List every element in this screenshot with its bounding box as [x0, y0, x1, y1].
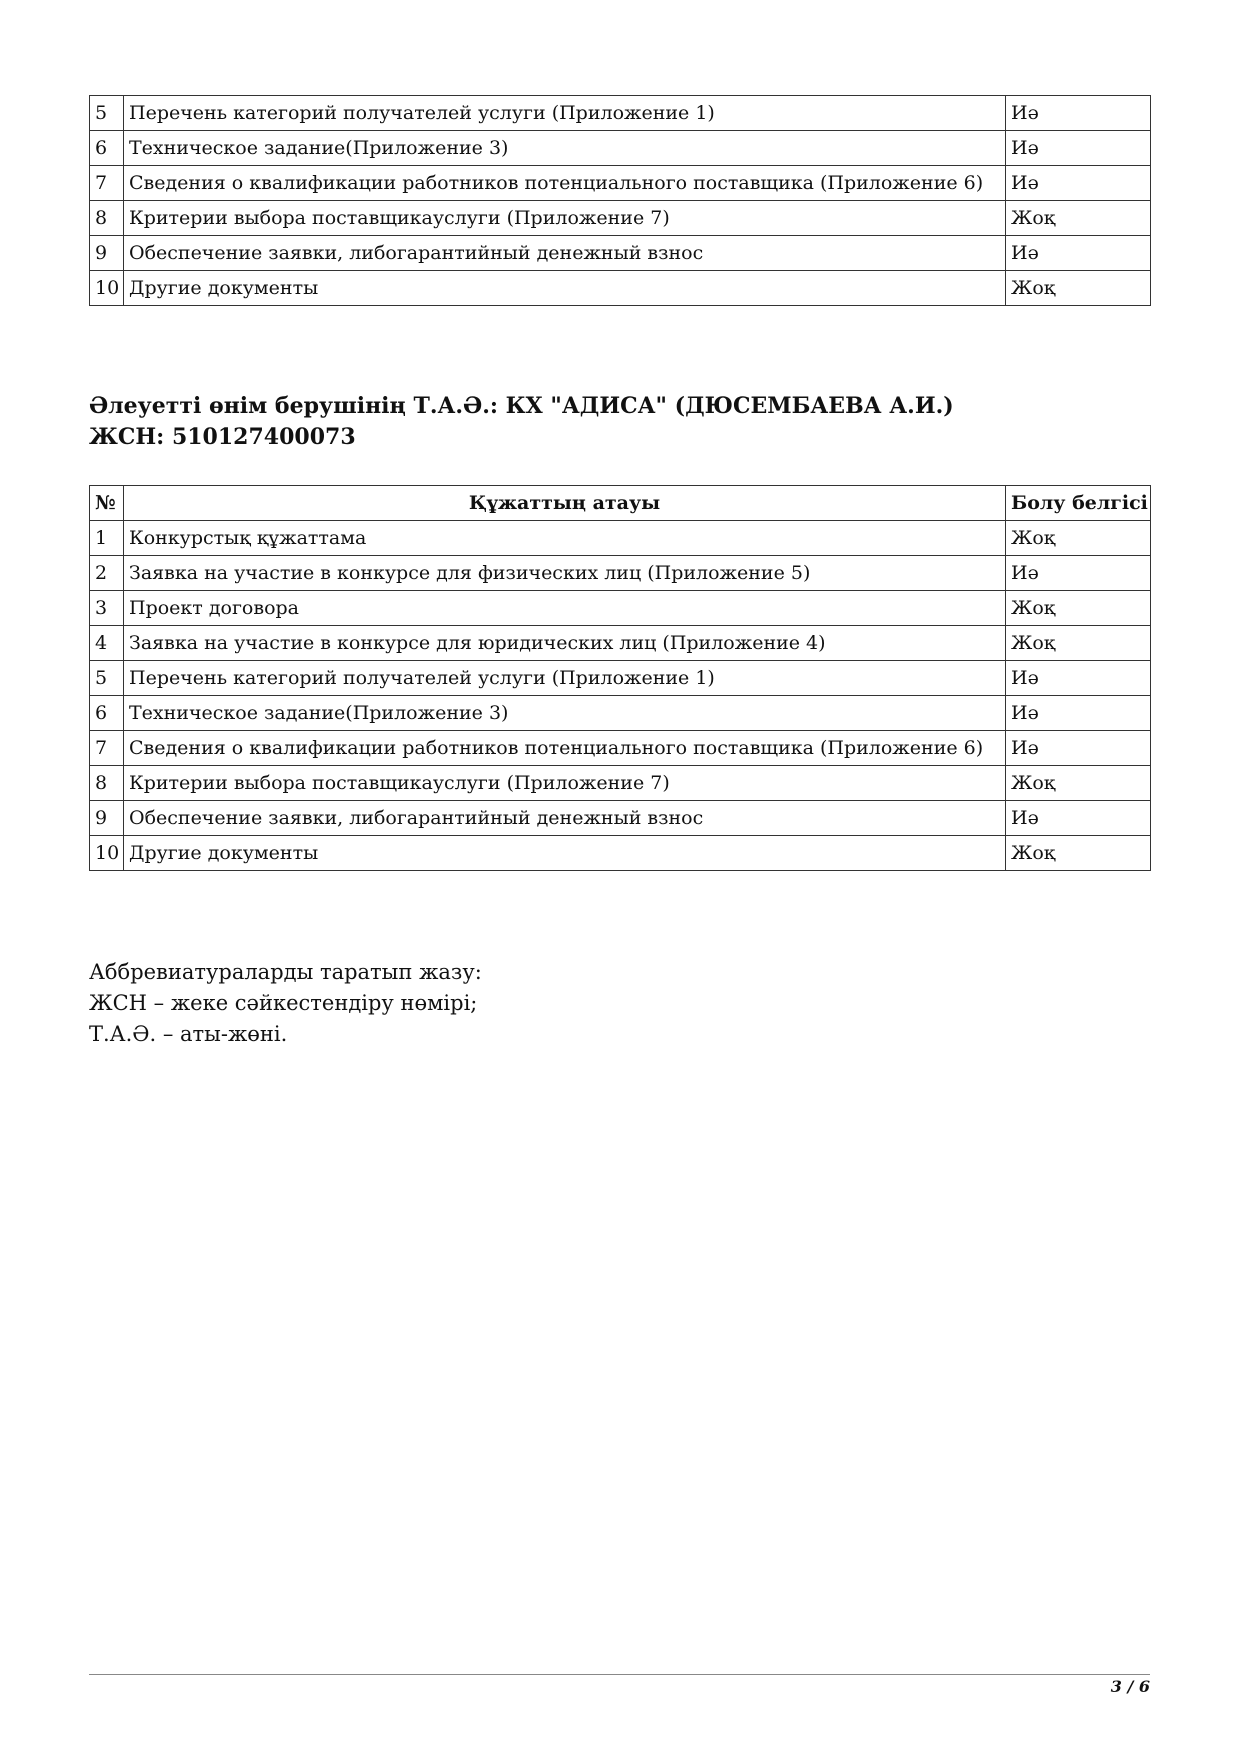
- presence-mark: Иә: [1006, 731, 1151, 766]
- table-row: [90, 271, 1151, 306]
- abbreviation-item: Т.А.Ә. – аты-жөні.: [89, 1022, 288, 1046]
- presence-mark: Жоқ: [1006, 521, 1151, 556]
- page-number: 3 / 6: [1110, 1677, 1150, 1696]
- document-name: Техническое задание(Приложение 3): [124, 131, 1006, 166]
- abbreviations-title: Аббревиатураларды таратып жазу:: [89, 960, 482, 984]
- document-name: Другие документы: [124, 836, 1006, 871]
- document-name: Обеспечение заявки, либогарантийный денежный взнос: [124, 236, 1006, 271]
- document-name: Заявка на участие в конкурсе для физических лиц (Приложение 5): [124, 556, 1006, 591]
- row-number: 2: [90, 556, 124, 591]
- table-row: [90, 166, 1151, 201]
- row-number: 7: [90, 731, 124, 766]
- table-row: [90, 131, 1151, 166]
- row-number: 10: [90, 836, 124, 871]
- document-name: Перечень категорий получателей услуги (Приложение 1): [124, 96, 1006, 131]
- row-number: 5: [90, 96, 124, 131]
- presence-mark: Жоқ: [1006, 591, 1151, 626]
- table-row: [90, 731, 1151, 766]
- presence-mark: Иә: [1006, 556, 1151, 591]
- row-number: 10: [90, 271, 124, 306]
- table-row: [90, 591, 1151, 626]
- document-name: Перечень категорий получателей услуги (Приложение 1): [124, 661, 1006, 696]
- row-number: 8: [90, 766, 124, 801]
- table-row: [90, 96, 1151, 131]
- supplier-iin-heading: ЖСН: 510127400073: [89, 424, 356, 450]
- table-row: [90, 201, 1151, 236]
- row-number: 3: [90, 591, 124, 626]
- document-name: Проект договора: [124, 591, 1006, 626]
- table-header-row: [90, 486, 1151, 521]
- presence-mark: Иә: [1006, 696, 1151, 731]
- row-number: 6: [90, 696, 124, 731]
- documents-table-continued: [89, 95, 1151, 306]
- header-document-name: Құжаттың атауы: [124, 486, 1006, 521]
- document-name: Конкурстық құжаттама: [124, 521, 1006, 556]
- row-number: 9: [90, 236, 124, 271]
- presence-mark: Жоқ: [1006, 271, 1151, 306]
- presence-mark: Жоқ: [1006, 766, 1151, 801]
- document-name: Техническое задание(Приложение 3): [124, 696, 1006, 731]
- presence-mark: Иә: [1006, 96, 1151, 131]
- presence-mark: Жоқ: [1006, 201, 1151, 236]
- row-number: 5: [90, 661, 124, 696]
- table-row: [90, 766, 1151, 801]
- document-name: Другие документы: [124, 271, 1006, 306]
- document-name: Сведения о квалификации работников потенциального поставщика (Приложение 6): [124, 731, 1006, 766]
- document-name: Критерии выбора поставщикауслуги (Приложение 7): [124, 201, 1006, 236]
- table-row: [90, 661, 1151, 696]
- supplier-name-heading: Әлеуетті өнім берушінің Т.А.Ә.: КХ "АДИСА" (ДЮСЕМБАЕВА А.И.): [89, 393, 954, 419]
- header-number: №: [90, 486, 124, 521]
- presence-mark: Жоқ: [1006, 836, 1151, 871]
- row-number: 7: [90, 166, 124, 201]
- row-number: 6: [90, 131, 124, 166]
- table-row: [90, 556, 1151, 591]
- document-name: Сведения о квалификации работников потенциального поставщика (Приложение 6): [124, 166, 1006, 201]
- row-number: 9: [90, 801, 124, 836]
- table-row: [90, 696, 1151, 731]
- presence-mark: Иә: [1006, 131, 1151, 166]
- table-row: [90, 521, 1151, 556]
- row-number: 8: [90, 201, 124, 236]
- document-name: Заявка на участие в конкурсе для юридических лиц (Приложение 4): [124, 626, 1006, 661]
- presence-mark: Иә: [1006, 236, 1151, 271]
- documents-table: [89, 485, 1151, 871]
- header-presence-mark: Болу белгісі: [1006, 486, 1151, 521]
- document-name: Обеспечение заявки, либогарантийный денежный взнос: [124, 801, 1006, 836]
- row-number: 4: [90, 626, 124, 661]
- row-number: 1: [90, 521, 124, 556]
- table-row: [90, 236, 1151, 271]
- presence-mark: Жоқ: [1006, 626, 1151, 661]
- footer-divider: [89, 1674, 1150, 1675]
- document-name: Критерии выбора поставщикауслуги (Приложение 7): [124, 766, 1006, 801]
- presence-mark: Иә: [1006, 661, 1151, 696]
- table-row: [90, 801, 1151, 836]
- abbreviation-item: ЖСН – жеке сәйкестендіру нөмірі;: [89, 991, 478, 1015]
- presence-mark: Иә: [1006, 801, 1151, 836]
- table-row: [90, 836, 1151, 871]
- table-row: [90, 626, 1151, 661]
- presence-mark: Иә: [1006, 166, 1151, 201]
